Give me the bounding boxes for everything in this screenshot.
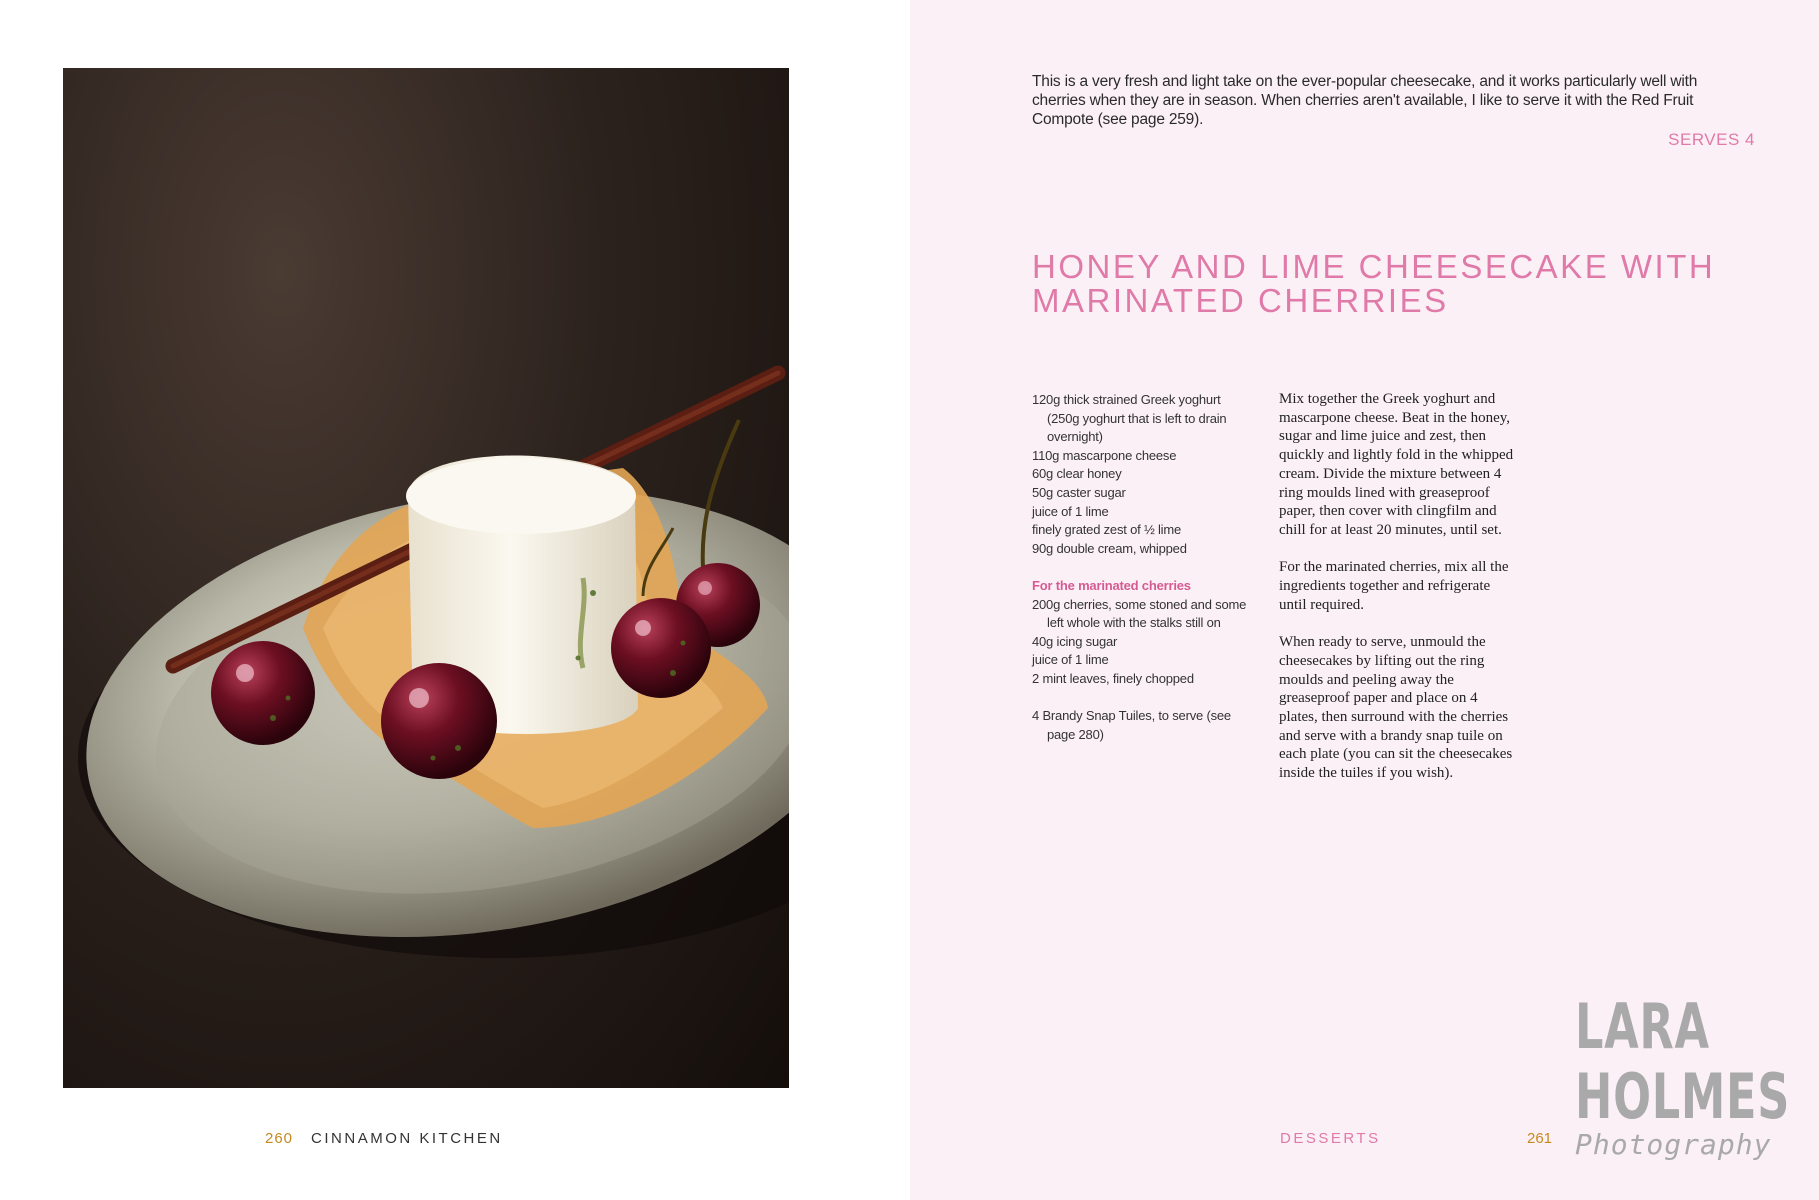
right-page — [910, 0, 1819, 1200]
ingredient-item: 120g thick strained Greek yoghurt (250g yoghurt that is left to drain overnight) — [1032, 392, 1227, 445]
left-page-number: 260 — [265, 1130, 294, 1147]
book-title: CINNAMON KITCHEN — [311, 1130, 503, 1147]
method-text — [1279, 390, 1519, 801]
ingredient-item: 50g caster sugar — [1032, 484, 1126, 500]
ingredient-item: 90g double cream, whipped — [1032, 540, 1187, 556]
recipe-intro: This is a very fresh and light take on the ever-popular cheesecake, and it works particularly well with cherries when they are in season. When cherries aren't available, I like to serve it with the Red Fruit Compote (see page 259). — [1032, 73, 1698, 128]
method-paragraph: For the marinated cherries, mix all the ingredients together and refrigerate until required. — [1279, 559, 1509, 613]
ingredient-item: juice of 1 lime — [1032, 503, 1109, 519]
photographer-watermark — [1575, 992, 1815, 1161]
dessert-photo — [63, 68, 789, 1088]
ingredients-list — [1032, 391, 1254, 744]
watermark-line: HOLMES — [1575, 1060, 1791, 1133]
ingredient-item: 60g clear honey — [1032, 466, 1122, 482]
cheesecake-plate-illustration — [63, 68, 789, 1088]
ingredient-item: 40g icing sugar — [1032, 633, 1118, 649]
serve-with-item: 4 Brandy Snap Tuiles, to serve (see page 280) — [1032, 708, 1231, 742]
section-name: DESSERTS — [1280, 1130, 1381, 1147]
recipe-title: HONEY AND LIME CHEESECAKE WITH MARINATED CHERRIES — [1032, 248, 1716, 319]
watermark-line: LARA — [1575, 990, 1710, 1063]
right-page-number: 261 — [1527, 1130, 1553, 1147]
method-paragraph: When ready to serve, unmould the cheesecakes by lifting out the ring moulds and peeling away the greaseproof paper and place on 4 plates, then surround with the cherries and serve with a brandy snap tuile on each plate (you can sit the cheesecakes inside the tuiles if you wish). — [1279, 634, 1513, 782]
ingredient-item: 200g cherries, some stoned and some left whole with the stalks still on — [1032, 596, 1247, 631]
ingredient-item: 110g mascarpone cheese — [1032, 447, 1177, 463]
method-paragraph: Mix together the Greek yoghurt and mascarpone cheese. Beat in the honey, sugar and lime juice and zest, then quickly and lightly fold in the whipped cream. Divide the mixture between 4 ring moulds lined with greaseproof paper, then cover with clingfilm and chill for at least 20 minutes, until set. — [1279, 391, 1514, 538]
ingredient-item: juice of 1 lime — [1032, 652, 1109, 668]
ingredient-item: finely grated zest of ½ lime — [1032, 522, 1182, 538]
marinated-cherries-heading: For the marinated cherries — [1032, 577, 1191, 593]
ingredient-item: 2 mint leaves, finely chopped — [1032, 670, 1194, 686]
left-page-footer — [265, 1130, 503, 1147]
watermark-subtitle: Photography — [1575, 1128, 1772, 1161]
serves-label: SERVES 4 — [1668, 130, 1755, 149]
